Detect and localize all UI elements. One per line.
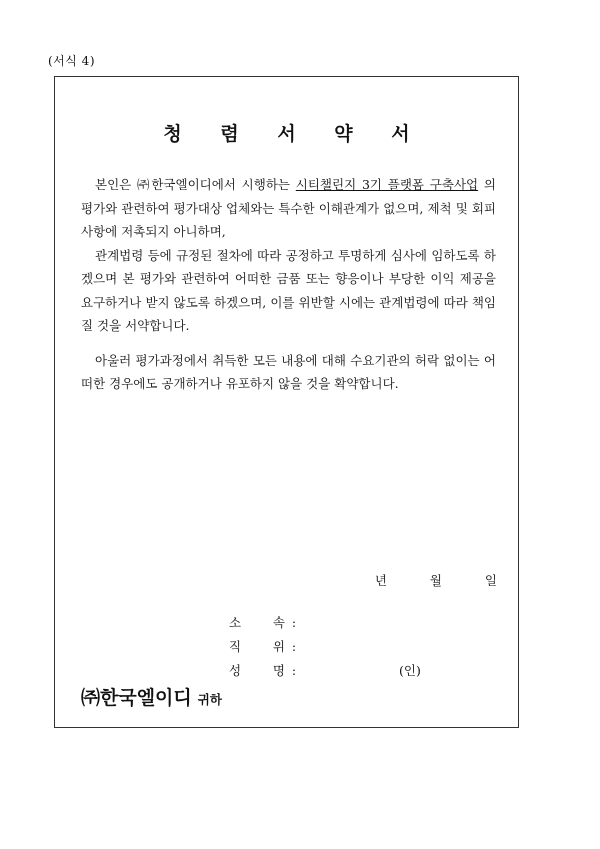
addressee [81,683,222,710]
form-number: (서식 4) [48,54,95,68]
name-colon: : [291,663,297,678]
position-label [229,635,285,659]
date-day: 일 [484,573,497,588]
date-line [329,571,497,589]
name-label-1: 성 [229,663,242,678]
document-body [81,173,496,396]
paragraph-3: 아울러 평가과정에서 취득한 모든 내용에 대해 수요기관의 허락 없이는 어떠한 경우에도 공개하거나 유포하지 않을 것을 확약합니다. [81,352,496,391]
name-row [229,659,421,683]
signature-block [229,611,421,683]
position-row [229,635,421,659]
position-label-2: 위 [272,639,285,654]
paragraph-1-intro: 본인은 ㈜한국엘이디에서 시행하는 [95,177,296,192]
pledge-document [54,76,519,728]
affiliation-label-1: 소 [229,615,242,630]
date-year: 년 [374,573,387,588]
position-colon: : [291,639,297,654]
document-title: 청 렴 서 약 서 [163,123,426,145]
affiliation-label-2: 속 [272,615,285,630]
name-label-2: 명 [272,663,285,678]
affiliation-row [229,611,421,635]
date-month: 월 [429,573,442,588]
addressee-suffix: 귀하 [197,692,222,707]
name-label [229,659,285,683]
position-label-1: 직 [229,639,242,654]
seal-mark: (인) [399,663,421,678]
paragraph-1 [81,173,496,244]
affiliation-colon: : [291,615,297,630]
project-name: 시티챌린지 3기 플랫폼 구축사업 [295,177,479,192]
addressee-org: ㈜한국엘이디 [81,687,192,709]
paragraph-2: 관계법령 등에 규정된 절차에 따라 공정하고 투명하게 심사에 임하도록 하겠으며 본 평가와 관련하여 어떠한 금품 또는 향응이나 부당한 이익 제공을 요구하거나 받지 않도록 하겠으며, 이를 위반할 시에는 관계법령에 따라 책임질 것을 서약합니다. [81,247,496,333]
affiliation-label [229,611,285,635]
paragraph-1-rest: 의 평가와 관련하여 평가대상 업체와는 특수한 이해관계가 없으며, 제척 및 회피 사항에 저촉되지 아니하며, [81,177,496,239]
